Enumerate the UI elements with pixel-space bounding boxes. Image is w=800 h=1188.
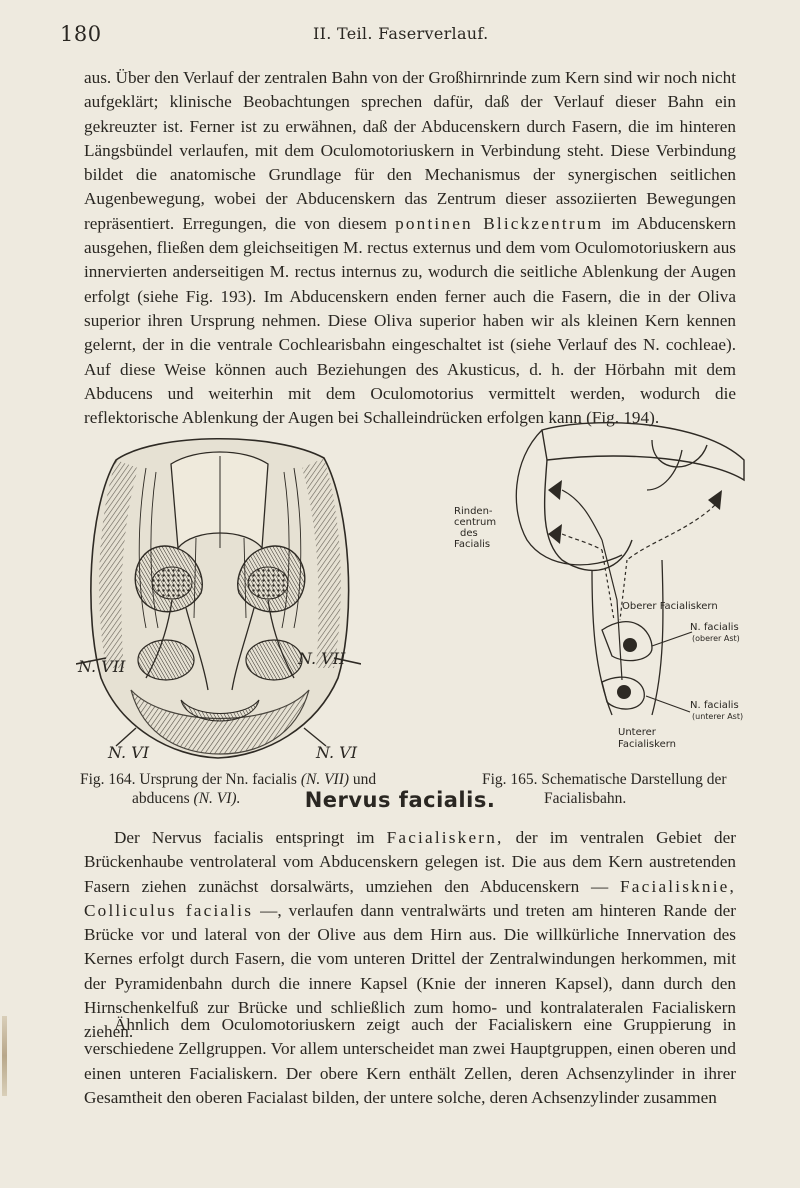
caption-text: und	[352, 771, 377, 788]
paragraph-facialis-origin	[84, 826, 736, 1045]
spaced-term: Facialiskern,	[386, 828, 504, 847]
label-n-vi-right: N. VI	[316, 743, 358, 762]
label-oberer-ast: (oberer Ast)	[692, 634, 740, 643]
label-facialiskern: Facialiskern	[618, 739, 676, 750]
spaced-term: pontinen Blickzentrum	[395, 213, 604, 233]
label-rinden: centrum	[454, 517, 497, 528]
paragraph-text: aus. Über den Verlauf der zentralen Bahn von der Großhirnrinde zum Kern sind wir noch nicht aufgeklärt; klinische Beobachtungen sprechen dafür, daß der Verlauf dieser Bahn ein gekreuzter ist. Ferner ist zu erwähnen, daß der Abducenskern durch Fasern, die im hinteren Längsbündel verlaufen, mit dem Oculomotoriuskern in Verbindung steht. Diese Verbindung bildet die anatomische Grundlage für den Mechanismus der synergischen seitlichen Augenbewegung, wobei der Abducenskern das Zentrum dieser assoziierten Bewegungen repräsentiert. Erregungen, die von diesem	[84, 68, 736, 233]
caption-text: abducens	[132, 790, 190, 807]
figure-164-pons-drawing	[76, 428, 361, 764]
label-oberer-kern: Oberer Facialiskern	[622, 601, 718, 612]
label-n-facialis-lower: N. facialis	[690, 700, 739, 711]
paragraph-abducens	[84, 66, 736, 430]
caption-text: Fig. 165. Schematische Darstellung der	[482, 771, 727, 788]
page-header	[0, 22, 800, 52]
caption-text: Fig. 164. Ursprung der Nn. facialis	[80, 771, 297, 788]
caption-italic: (N. VII)	[300, 771, 350, 788]
label-rinden: des	[460, 528, 478, 539]
label-rinden: Rinden-	[454, 506, 493, 517]
paragraph-text: der im ventralen Gebiet der Brückenhaube ventrolateral vom Abducenskern gelegen ist. Die aus dem Kern austretenden Fasern ziehen zunächst dorsalwärts, umziehen den Abducenskern —	[84, 828, 736, 896]
page-number: 180	[60, 22, 102, 46]
label-rinden: Facialis	[454, 539, 491, 550]
paragraph-text: —, verlaufen dann ventralwärts und treten am hinteren Rande der Brücke vor und lateral von der Olive aus dem Hirn aus. Die willkürliche Innervation des Kernes erfolgt durch Fasern, die vom unteren Drittel der Zentralwindungen herkommen, mit der Pyramidenbahn durch die innere Kapsel (Knie der inneren Kapsel), dann durch den Hirnschenkelfuß zur Brücke und schließlich zum homo- und kontralateralen Facialiskern ziehen.	[84, 900, 737, 1042]
figure-165-facial-pathway-schematic	[452, 420, 752, 765]
label-n-vii-left: N. VII	[78, 657, 126, 676]
label-unterer-ast: (unterer Ast)	[692, 712, 744, 721]
caption-italic: (N. VI).	[193, 790, 241, 807]
paragraph-text: im Abducenskern ausgehen, fließen dem gleichseitigen M. rectus externus und dem vom Oculomotoriuskern aus innervierten anderseitigen M. rectus internus zu, wodurch die seitliche Ablenkung der Augen erfolgt (siehe Fig. 193). Im Abducenskern enden ferner auch die Fasern, die in der Oliva superior ihren Ursprung nehmen. Diese Oliva superior haben wir als kleinen Kern kennen gelernt, der in die ventrale Cochlearisbahn eingeschaltet ist (siehe Verlauf des N. cochleae). Auf diese Weise können auch Beziehungen des Akusticus, d. h. der Hörbahn mit dem Abducens und weiterhin mit dem Oculomotorius vermittelt werden, wodurch die reflektorische Ablenkung der Augen bei Schalleindrücken erfolgen kann (Fig. 194).	[84, 213, 736, 428]
caption-text: Facialisbahn.	[544, 790, 627, 807]
label-n-facialis-upper: N. facialis	[690, 622, 739, 633]
label-n-vi-left: N. VI	[108, 743, 150, 762]
label-unterer: Unterer	[618, 727, 656, 738]
page-edge-mark	[2, 1016, 7, 1096]
running-head: II. Teil. Faserverlauf.	[313, 24, 489, 43]
label-n-vii-right: N. VII	[298, 649, 346, 668]
spaced-term: Facialisknie, Colliculus facialis	[84, 876, 736, 920]
paragraph-facialis-nuclei: Ähnlich dem Oculomotoriuskern zeigt auch der Facialiskern eine Gruppierung in verschiedene Zellgruppen. Vor allem unterscheidet man zwei Hauptgruppen, einen oberen und einen unteren Facialiskern. Der obere Kern enthält Zellen, deren Achsenzylinder in ihrer Gesamtheit den oberen Facialast bilden, der untere solche, deren Achsenzylinder zusammen	[84, 1015, 736, 1107]
paragraph-text: Der Nervus facialis entspringt im	[114, 828, 375, 847]
section-heading: Nervus facialis.	[304, 788, 496, 812]
